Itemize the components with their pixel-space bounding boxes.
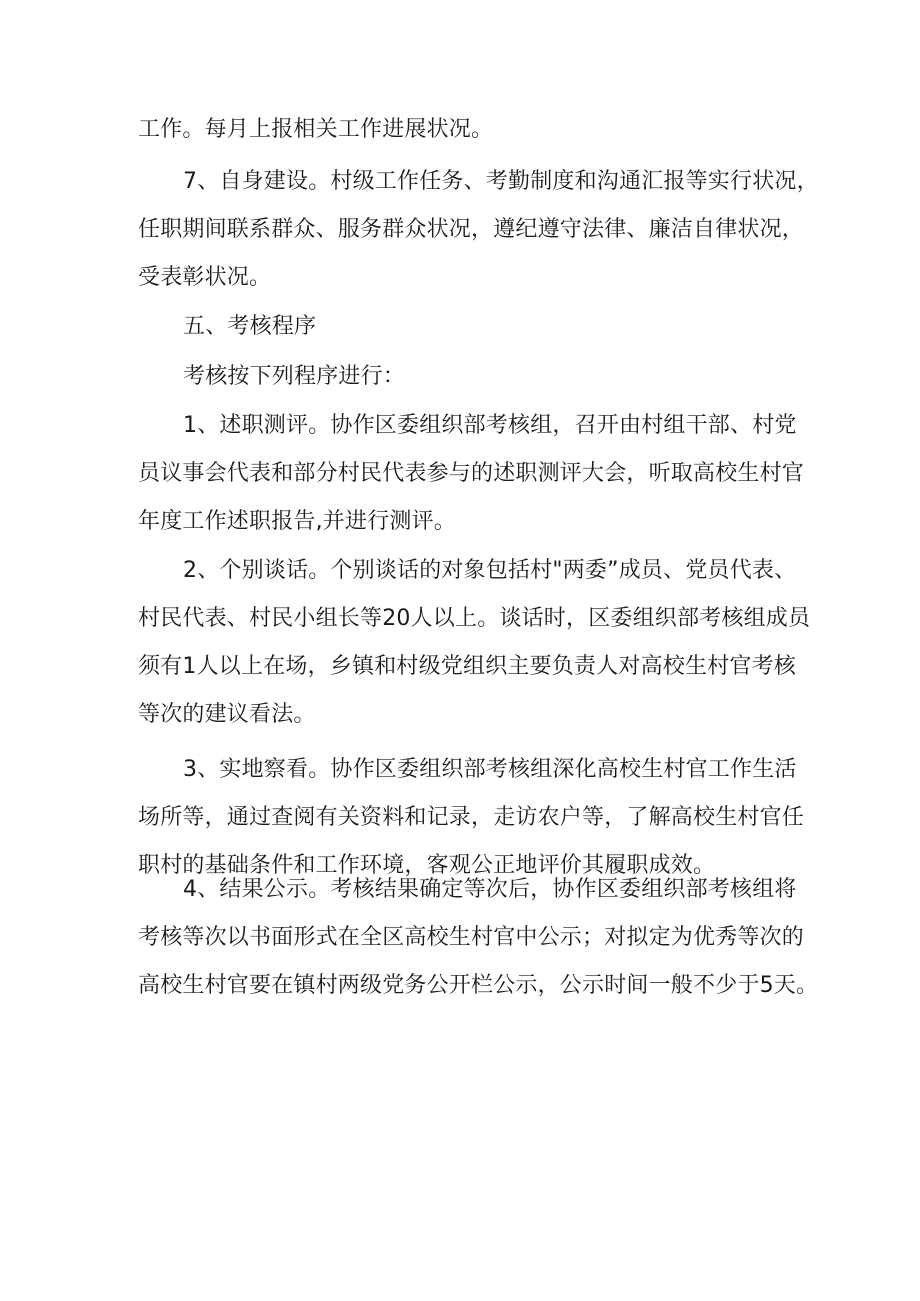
text-line: 须有1人以上在场，乡镇和村级党组织主要负责人对高校生村官考核 bbox=[138, 654, 796, 679]
paragraph-self-building bbox=[138, 158, 819, 302]
paragraph-debrief-evaluation bbox=[138, 402, 805, 546]
text-line: 员议事会代表和部分村民代表参与的述职测评大会，听取高校生村官 bbox=[138, 461, 805, 486]
text-line: 考核等次以书面形式在全区高校生村官中公示；对拟定为优秀等次的 bbox=[138, 925, 805, 950]
text-line: 2、个别谈话。个别谈话的对象包括村"两委”成员、党员代表、 bbox=[183, 558, 797, 583]
text-line: 任职期间联系群众、服务群众状况，遵纪遵守法律、廉洁自律状况， bbox=[138, 217, 805, 242]
text-line: 职村的基础条件和工作环境，客观公正地评价其履职成效。 bbox=[138, 853, 716, 878]
text-line: 考核按下列程序进行： bbox=[183, 364, 406, 389]
text-line: 3、实地察看。协作区委组织部考核组深化高校生村官工作生活 bbox=[183, 757, 797, 782]
text-line: 工作。每月上报相关工作进展状况。 bbox=[138, 117, 494, 142]
paragraph-result-publicity bbox=[138, 866, 819, 1010]
text-line: 7、自身建设。村级工作任务、考勤制度和沟通汇报等实行状况， bbox=[183, 169, 819, 194]
text-line: 1、述职测评。协作区委组织部考核组，召开由村组干部、村党 bbox=[183, 413, 797, 438]
paragraph-procedure-intro bbox=[138, 353, 798, 401]
text-line: 村民代表、村民小组长等20人以上。谈话时，区委组织部考核组成员 bbox=[138, 606, 811, 631]
section-heading-assessment-procedure bbox=[138, 303, 798, 351]
text-line: 受表彰状况。 bbox=[138, 265, 272, 290]
text-line: 4、结果公示。考核结果确定等次后，协作区委组织部考核组将 bbox=[183, 877, 797, 902]
text-line: 高校生村官要在镇村两级党务公开栏公示，公示时间一般不少于5天。 bbox=[138, 973, 819, 998]
text-line: 等次的建议看法。 bbox=[138, 702, 316, 727]
paragraph-work-report bbox=[138, 106, 798, 154]
paragraph-individual-interviews bbox=[138, 547, 811, 739]
text-line: 年度工作述职报告,并进行测评。 bbox=[138, 509, 456, 534]
text-line: 场所等，通过查阅有关资料和记录，走访农户等，了解高校生村官任 bbox=[138, 805, 805, 830]
text-line: 五、考核程序 bbox=[183, 314, 317, 339]
